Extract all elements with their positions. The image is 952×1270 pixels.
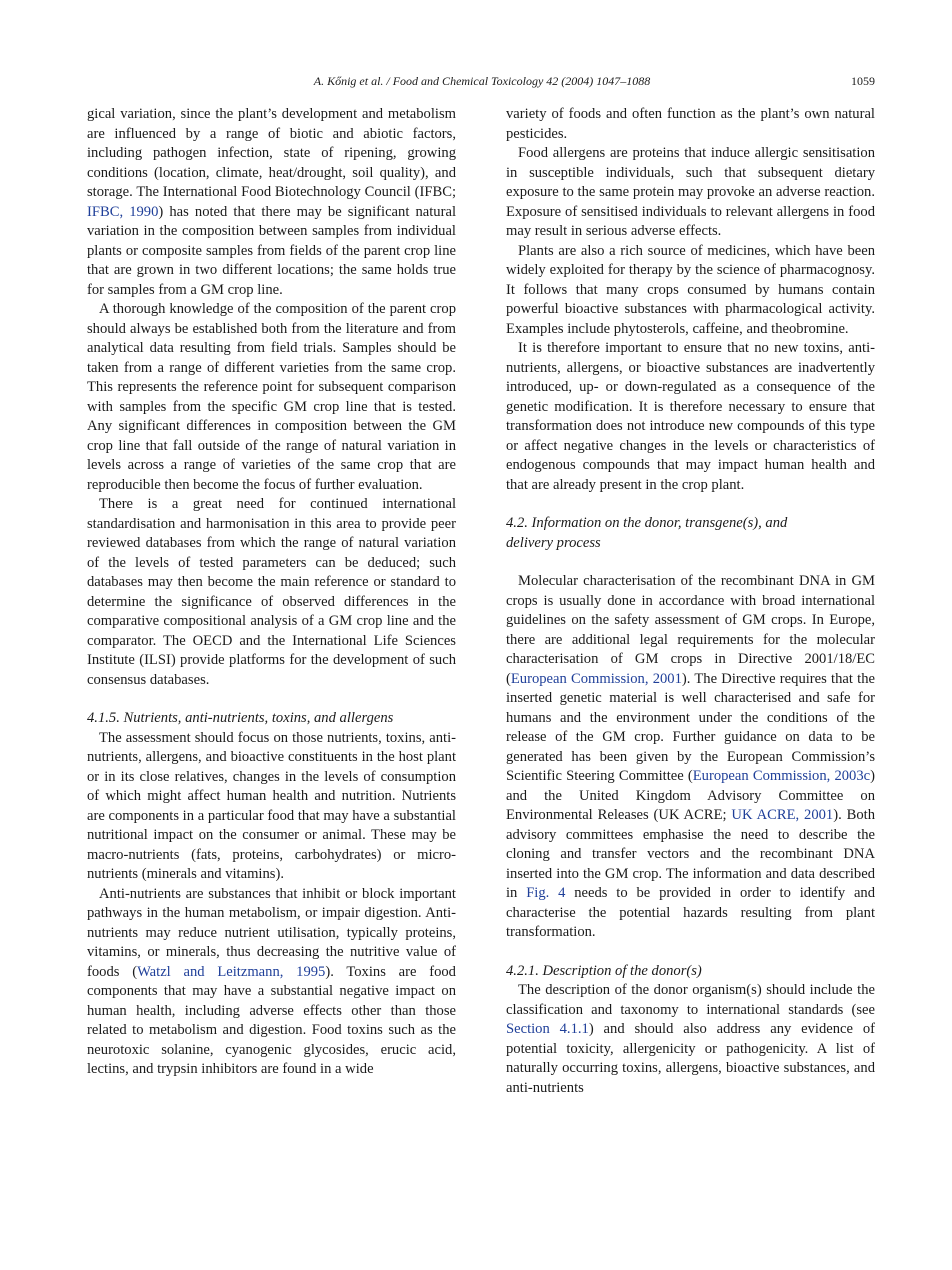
section-link[interactable]: Section 4.1.1 (506, 1021, 589, 1037)
running-head: A. Kőnig et al. / Food and Chemical Toxicology 42 (2004) 1047–1088 (313, 74, 651, 88)
running-header (87, 74, 877, 92)
paragraph: It is therefore important to ensure that no new toxins, anti-nutrients, allergens, or bioactive substances are inadvertently introduced, up- or down-regulated as a consequence of the genetic modification. It is therefore necessary to ensure that transformation does not introduce new compounds of this type or affect negative changes in the levels or characteristics of endogenous compounds that may impact human health and that are already present in the crop plant. (506, 340, 875, 493)
paragraph: gical variation, since the plant’s development and metabolism are influenced by a range of biotic and abiotic factors, including pathogen infection, state of ripening, growing conditions (location, climate, heat/drought, soil quality), and storage. The International Food Biotechnology Council (IFBC; IFBC, 1990) has noted that there may be significant natural variation in the composition between samples from individual plants or composite samples from fields of the parent crop line that are grown in two different locations; the same holds true for samples from a GM crop line. (87, 106, 456, 298)
paragraph: variety of foods and often function as the plant’s own natural pesticides. (506, 106, 875, 142)
citation-link[interactable]: European Commission, 2001 (510, 670, 682, 687)
page-number: 1059 (851, 74, 875, 88)
section-heading-4-2-1: 4.2.1. Description of the donor(s) (506, 962, 702, 979)
left-column (87, 105, 456, 1080)
paragraph: A thorough knowledge of the composition of the parent crop should always be established both from the literature and from analytical data resulting from field trials. Samples should be taken from a range of different varieties from the same crop. This represents the reference point for subsequent comparison with samples from the specific GM crop line that is tested. Any significant differences in composition between the GM crop line that fall outside of the range of natural variation in levels across a range of varieties of the same crop that are reproducible then become the focus of further evaluation. (87, 301, 456, 493)
section-heading-4-2: 4.2. Information on the donor, transgene(s), and delivery process (506, 515, 788, 551)
citation-link[interactable]: UK ACRE, 2001 (731, 807, 834, 823)
paragraph: The description of the donor organism(s) should include the classification and taxonomy to international standards (see Section 4.1.1) and should also address any evidence of potential toxicity, allergenicity or pathogenicity. A list of naturally occurring toxins, allergens, bioactive substances, and anti-nutrients (506, 982, 875, 1096)
paragraph: The assessment should focus on those nutrients, toxins, anti-nutrients, allergens, and bioactive constituents in the host plant or in its close relatives, changes in the levels of consumption of which might affect human health and nutrition. Nutrients are components in a particular food that may have a substantial nutritional impact on the consumer or animal. These may be macro-nutrients (fats, proteins, carbohydrates) or micro-nutrients (minerals and vitamins). (87, 729, 456, 882)
paragraph: Anti-nutrients are substances that inhibit or block important pathways in the human metabolism, or impair digestion. Anti-nutrients may reduce nutrient utilisation, typically proteins, vitamins, or minerals, thus decreasing the nutritive value of foods (Watzl and Leitzmann, 1995). Toxins are food components that may have a substantial negative impact on human health, including adverse effects other than those related to metabolism and digestion. Food toxins such as the neurotoxic solanine, cyanogenic glycosides, erucic acid, lectins, and trypsin inhibitors are found in a wide (87, 885, 456, 1077)
paragraph: Molecular characterisation of the recombinant DNA in GM crops is usually done in accordance with broad international guidelines on the safety assessment of GM crops. In Europe, there are additional legal requirements for the molecular characterisation of GM crops in Directive 2001/18/EC (European Commission, 2001). The Directive requires that the inserted genetic material is well characterised and safe for humans and the environment under the conditions of the release of the GM crop. Further guidance on data to be generated has been given by the European Commission’s Scientific Steering Committee (European Commission, 2003c) and the United Kingdom Advisory Committee on Environmental Releases (UK ACRE; UK ACRE, 2001). Both advisory committees emphasise the need to describe the cloning and transfer vectors and the recombinant DNA inserted into the GM crop. The information and data described in Fig. 4 needs to be provided in order to identify and characterise the potential hazards resulting from plant transformation. (506, 573, 876, 940)
section-heading-4-1-5: 4.1.5. Nutrients, anti-nutrients, toxins, and allergens (87, 710, 394, 726)
figure-link[interactable]: Fig. 4 (526, 885, 566, 901)
citation-link[interactable]: European Commission, 2003c (692, 768, 871, 784)
citation-link[interactable]: IFBC, 1990 (87, 203, 159, 220)
paragraph: Plants are also a rich source of medicines, which have been widely exploited for therapy by the science of pharmacognosy. It follows that many crops consumed by humans contain powerful bioactive substances with pharmacological activity. Examples include phytosterols, caffeine, and theobromine. (506, 242, 875, 337)
citation-link[interactable]: Watzl and Leitzmann, 1995 (137, 963, 326, 980)
right-column (506, 105, 875, 1098)
paragraph: There is a great need for continued international standardisation and harmonisation in this area to provide peer reviewed databases from which the range of natural variation of the levels of tested parameters can be deduced; such databases may then become the main reference or standard to determine the significance of observed differences in the comparative compositional analysis of a GM crop line and the comparator. The OECD and the International Life Sciences Institute (ILSI) provide platforms for the development of such consensus databases. (87, 496, 456, 688)
paragraph: Food allergens are proteins that induce allergic sensitisation in susceptible individuals, such that subsequent dietary exposure to the same protein may provoke an adverse reaction. Exposure of sensitised individuals to relevant allergens in food may result in serious adverse effects. (506, 145, 875, 239)
